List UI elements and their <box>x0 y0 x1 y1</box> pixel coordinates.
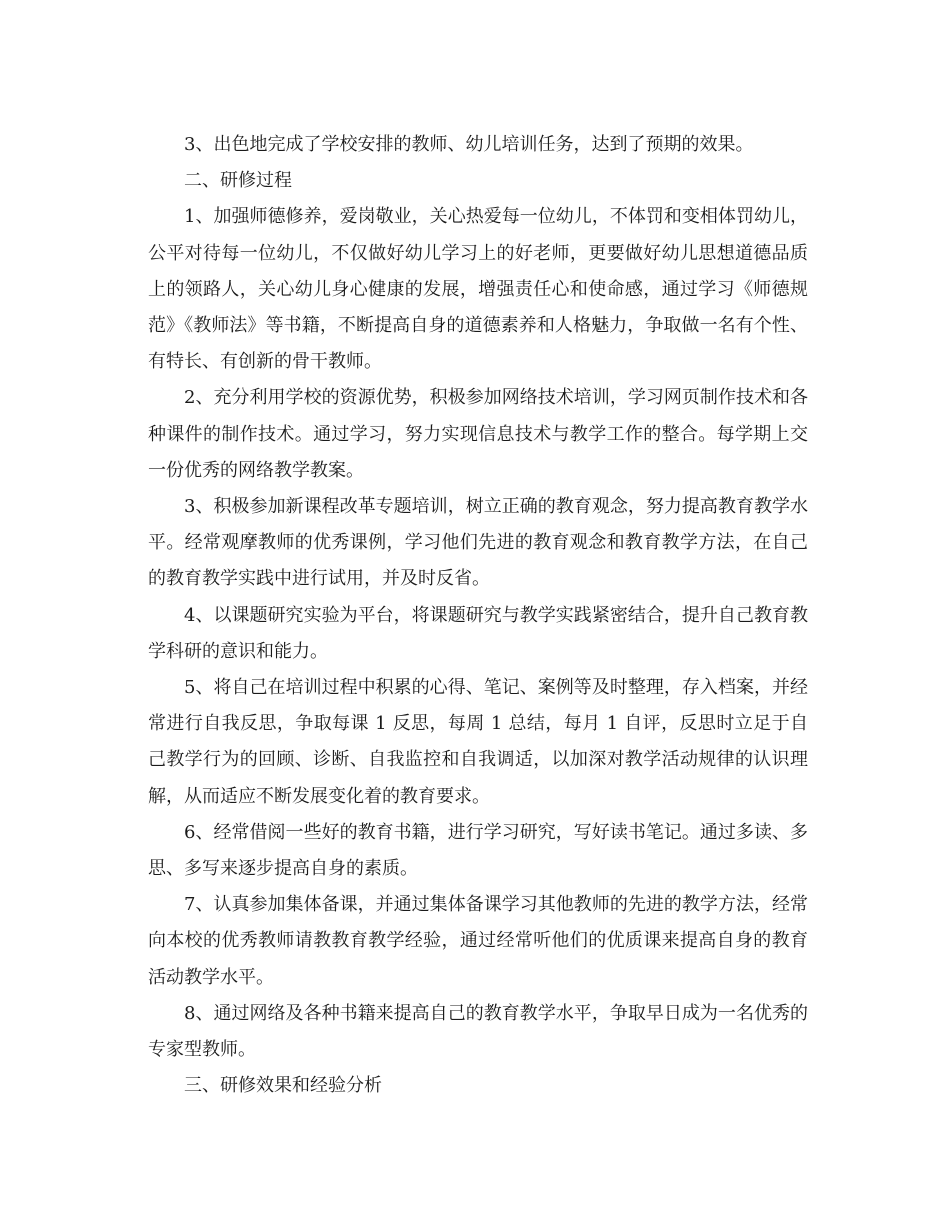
section-heading-research-process: 二、研修过程 <box>184 170 292 192</box>
paragraph-item-2-network-training: 2、充分利用学校的资源优势，积极参加网络技术培训，学习网页制作技术和各种课件的制作技术。通过学习，努力实现信息技术与教学工作的整合。每学期上交一份优秀的网络教学教案。 <box>148 387 808 481</box>
paragraph-item-7-lesson-prep: 7、认真参加集体备课，并通过集体备课学习其他教师的先进的教学方法，经常向本校的优秀教师请教教育教学经验，通过经常听他们的优质课来提高自身的教育活动教学水平。 <box>148 894 808 988</box>
section-heading-effects-analysis: 三、研修效果和经验分析 <box>184 1075 382 1097</box>
paragraph-item-4-research-platform: 4、以课题研究实验为平台，将课题研究与教学实践紧密结合，提升自己教育教学科研的意识和能力。 <box>148 604 808 662</box>
paragraph-item-6-reading: 6、经常借阅一些好的教育书籍，进行学习研究，写好读书笔记。通过多读、多思、多写来逐步提高自身的素质。 <box>148 821 808 880</box>
paragraph-item-8-self-improvement: 8、通过网络及各种书籍来提高自己的教育教学水平，争取早日成为一名优秀的专家型教师。 <box>148 1002 808 1061</box>
paragraph-item-3-result: 3、出色地完成了学校安排的教师、幼儿培训任务，达到了预期的效果。 <box>184 134 754 155</box>
paragraph-item-5-reflection: 5、将自己在培训过程中积累的心得、笔记、案例等及时整理，存入档案，并经常进行自我反思，争取每课 1 反思，每周 1 总结，每月 1 自评，反思时立足于自己教学行为的回顾、诊断、自我监控和自我调适，以加深对教学活动规律的认识理解，从而适应不断发展变化着的教育要求。 <box>148 677 808 807</box>
document-body <box>148 127 808 1104</box>
paragraph-item-3-curriculum-reform: 3、积极参加新课程改革专题培训，树立正确的教育观念，努力提高教育教学水平。经常观摩教师的优秀课例，学习他们先进的教育观念和教育教学方法，在自己的教育教学实践中进行试用，并及时反省。 <box>148 496 808 590</box>
paragraph-item-1-ethics: 1、加强师德修养，爱岗敬业，关心热爱每一位幼儿，不体罚和变相体罚幼儿，公平对待每一位幼儿，不仅做好幼儿学习上的好老师，更要做好幼儿思想道德品质上的领路人，关心幼儿身心健康的发展，增强责任心和使命感，通过学习《师德规范》《教师法》等书籍，不断提高自身的道德素养和人格魅力，争取做一名有个性、有特长、有创新的骨干教师。 <box>148 206 808 373</box>
